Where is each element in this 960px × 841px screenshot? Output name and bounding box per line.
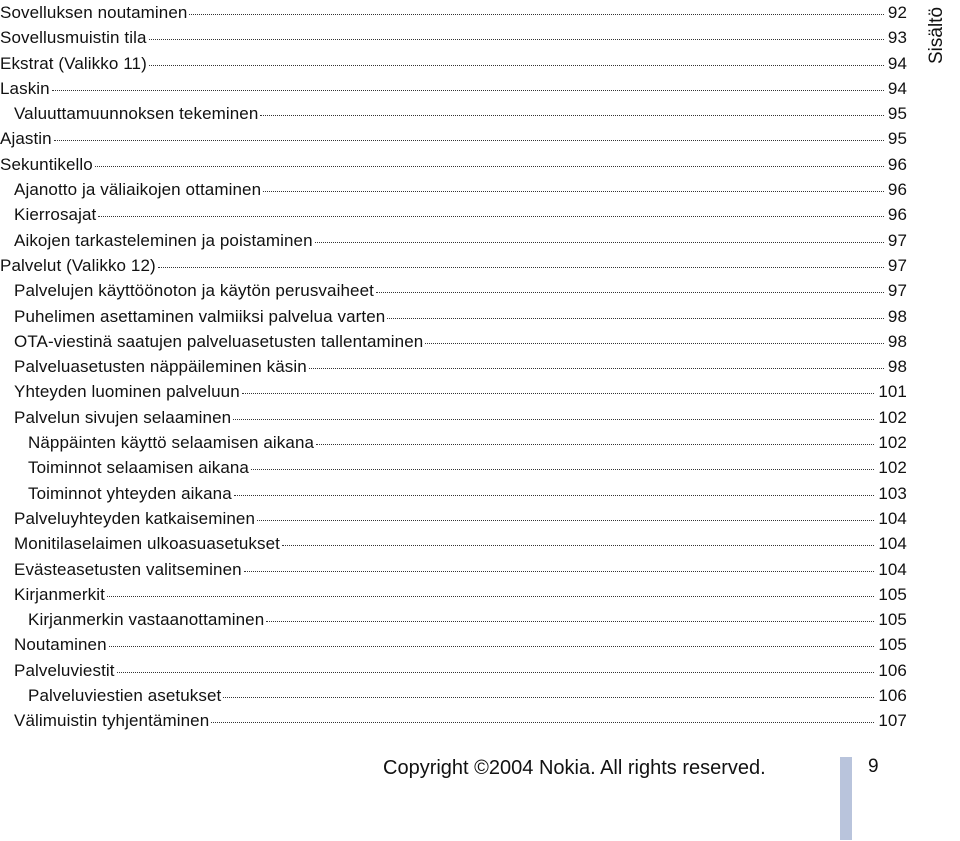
toc-entry-title: Sovelluksen noutaminen — [0, 3, 188, 22]
toc-entry-title: Ajastin — [0, 129, 52, 149]
toc-entry[interactable] — [0, 253, 907, 278]
toc-entry-title: Puhelimen asettaminen valmiiksi palvelua varten — [14, 306, 386, 326]
toc-entry[interactable] — [0, 481, 907, 506]
toc-entry-page: 95 — [887, 104, 907, 124]
toc-dot-leader — [117, 671, 875, 673]
toc-entry-title: Kirjanmerkin vastaanottaminen — [28, 610, 265, 630]
toc-entry[interactable] — [0, 278, 907, 303]
toc-dot-leader — [54, 139, 884, 141]
toc-entry[interactable] — [0, 557, 907, 582]
toc-entry[interactable] — [0, 304, 907, 329]
toc-dot-leader — [107, 595, 874, 597]
toc-entry[interactable] — [0, 658, 907, 683]
toc-dot-leader — [234, 494, 875, 496]
toc-entry[interactable] — [0, 405, 907, 430]
toc-entry-title: Toiminnot yhteyden aikana — [28, 483, 232, 503]
toc-dot-leader — [149, 38, 884, 40]
toc-entry[interactable] — [0, 202, 907, 227]
toc-entry[interactable] — [0, 506, 907, 531]
toc-entry-title: Yhteyden luominen palveluun — [14, 382, 240, 402]
toc-entry[interactable] — [0, 152, 907, 177]
toc-entry-page: 92 — [887, 3, 907, 22]
toc-entry-page: 102 — [878, 407, 907, 427]
toc-entry-title: Ekstrat (Valikko 11) — [0, 53, 147, 73]
toc-entry[interactable] — [0, 455, 907, 480]
toc-dot-leader — [149, 64, 884, 66]
toc-entry-page: 105 — [878, 584, 907, 604]
toc-entry-page: 98 — [887, 331, 907, 351]
toc-entry-title: Palvelun sivujen selaaminen — [14, 407, 232, 427]
toc-dot-leader — [233, 418, 874, 420]
toc-dot-leader — [257, 519, 874, 521]
toc-entry-title: Näppäinten käyttö selaamisen aikana — [28, 433, 315, 453]
page-color-bar — [840, 757, 852, 840]
toc-entry[interactable] — [0, 0, 907, 25]
toc-entry-page: 102 — [878, 433, 907, 453]
toc-entry-title: Monitilaselaimen ulkoasuasetukset — [14, 534, 280, 554]
toc-entry-page: 94 — [887, 53, 907, 73]
toc-entry[interactable] — [0, 379, 907, 404]
toc-entry-page: 106 — [878, 660, 907, 680]
toc-entry-page: 96 — [887, 180, 907, 200]
toc-dot-leader — [387, 317, 884, 319]
toc-entry[interactable] — [0, 228, 907, 253]
toc-entry[interactable] — [0, 607, 907, 632]
toc-entry-page: 105 — [878, 635, 907, 655]
toc-dot-leader — [251, 468, 874, 470]
toc-entry-page: 93 — [887, 28, 907, 48]
toc-entry-page: 104 — [878, 559, 907, 579]
toc-entry-page: 103 — [878, 483, 907, 503]
toc-entry[interactable] — [0, 126, 907, 151]
toc-entry-page: 104 — [878, 534, 907, 554]
toc-dot-leader — [109, 645, 875, 647]
toc-entry[interactable] — [0, 76, 907, 101]
toc-entry-page: 102 — [878, 458, 907, 478]
toc-entry-page: 98 — [887, 357, 907, 377]
toc-dot-leader — [266, 620, 874, 622]
toc-entry-page: 107 — [878, 711, 907, 731]
toc-entry-title: Kirjanmerkit — [14, 584, 105, 604]
toc-entry-title: Toiminnot selaamisen aikana — [28, 458, 249, 478]
section-tab-label: Sisältö — [926, 6, 947, 64]
toc-entry-page: 94 — [887, 78, 907, 98]
toc-entry-page: 97 — [887, 230, 907, 250]
toc-entry-page: 105 — [878, 610, 907, 630]
toc-dot-leader — [95, 165, 884, 167]
toc-dot-leader — [244, 570, 875, 572]
toc-entry-title: OTA-viestinä saatujen palveluasetusten tallentaminen — [14, 331, 424, 351]
toc-entry[interactable] — [0, 354, 907, 379]
toc-entry[interactable] — [0, 51, 907, 76]
toc-entry-title: Palvelut (Valikko 12) — [0, 255, 156, 275]
toc-entry-page: 95 — [887, 129, 907, 149]
toc-entry-title: Evästeasetusten valitseminen — [14, 559, 242, 579]
toc-dot-leader — [316, 443, 874, 445]
toc-entry-title: Palveluviestien asetukset — [28, 686, 222, 706]
toc-entry-page: 97 — [887, 255, 907, 275]
toc-dot-leader — [260, 114, 883, 116]
toc-entry-title: Palveluyhteyden katkaiseminen — [14, 508, 256, 528]
toc-entry[interactable] — [0, 708, 907, 733]
toc-dot-leader — [158, 266, 884, 268]
toc-entry-page: 96 — [887, 154, 907, 174]
toc-entry-title: Ajanotto ja väliaikojen ottaminen — [14, 180, 262, 200]
toc-entry-title: Noutaminen — [14, 635, 107, 655]
toc-dot-leader — [309, 367, 884, 369]
toc-dot-leader — [315, 241, 884, 243]
toc-entry-page: 97 — [887, 281, 907, 301]
toc-entry-title: Sekuntikello — [0, 154, 93, 174]
toc-entry-title: Laskin — [0, 78, 50, 98]
copyright-notice: Copyright ©2004 Nokia. All rights reserved. — [383, 757, 766, 779]
toc-entry[interactable] — [0, 329, 907, 354]
toc-dot-leader — [52, 89, 884, 91]
toc-entry[interactable] — [0, 177, 907, 202]
toc-entry-page: 106 — [878, 686, 907, 706]
toc-entry-title: Valuuttamuunnoksen tekeminen — [14, 104, 259, 124]
toc-dot-leader — [211, 721, 874, 723]
toc-entry-title: Välimuistin tyhjentäminen — [14, 711, 210, 731]
toc-entry[interactable] — [0, 101, 907, 126]
toc-entry[interactable] — [0, 430, 907, 455]
toc-dot-leader — [263, 190, 884, 192]
toc-entry-page: 96 — [887, 205, 907, 225]
toc-dot-leader — [425, 342, 884, 344]
page-number: 9 — [868, 756, 879, 777]
toc-dot-leader — [98, 215, 884, 217]
toc-dot-leader — [242, 392, 875, 394]
toc-entry-title: Sovellusmuistin tila — [0, 28, 147, 48]
toc-entry-page: 98 — [887, 306, 907, 326]
toc-entry-page: 104 — [878, 508, 907, 528]
toc-entry[interactable] — [0, 632, 907, 657]
toc-entry[interactable] — [0, 582, 907, 607]
toc-entry[interactable] — [0, 531, 907, 556]
toc-dot-leader — [189, 13, 883, 15]
toc-entry[interactable] — [0, 25, 907, 50]
toc-entry[interactable] — [0, 683, 907, 708]
toc-dot-leader — [282, 544, 874, 546]
toc-dot-leader — [223, 696, 874, 698]
toc-dot-leader — [376, 291, 884, 293]
toc-entry-page: 101 — [878, 382, 907, 402]
toc-entry-title: Palveluasetusten näppäileminen käsin — [14, 357, 307, 377]
toc-entry-title: Kierrosajat — [14, 205, 97, 225]
toc-entry-title: Aikojen tarkasteleminen ja poistaminen — [14, 230, 313, 250]
toc-entry-title: Palveluviestit — [14, 660, 115, 680]
toc-entry-title: Palvelujen käyttöönoton ja käytön perusvaiheet — [14, 281, 374, 301]
